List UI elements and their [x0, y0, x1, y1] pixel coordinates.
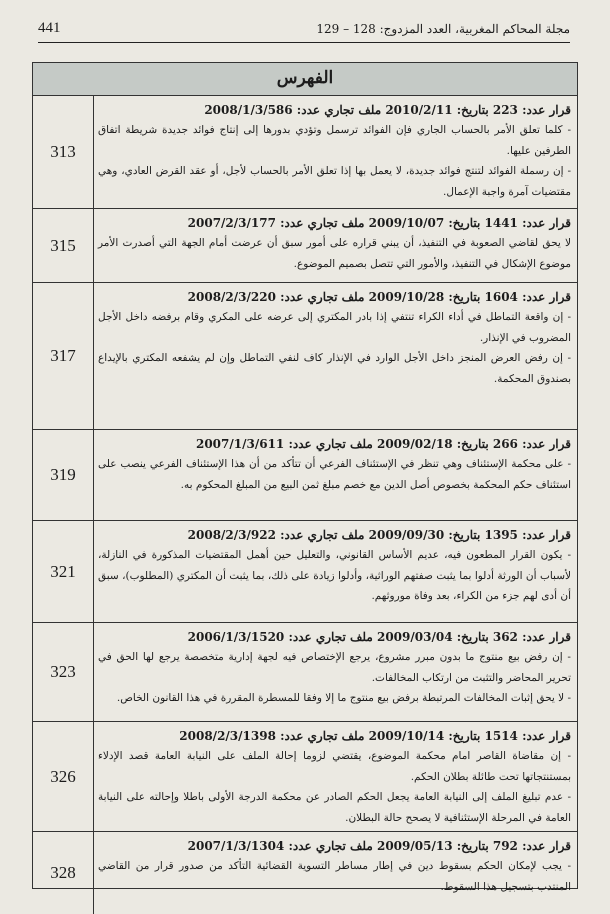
entry-content — [94, 283, 577, 429]
entry-page-number: 321 — [33, 521, 94, 622]
entry-content — [94, 623, 577, 721]
running-head — [38, 20, 570, 43]
index-entry — [33, 521, 577, 623]
decision-reference: 792 بتاريخ: 2009/05/13 ملف تجاري عدد: 2007/1/3/1304 — [187, 839, 518, 853]
decision-label: قرار عدد: — [522, 528, 571, 542]
index-entry — [33, 430, 577, 521]
entry-content — [94, 722, 577, 831]
decision-label: قرار عدد: — [522, 729, 571, 743]
entry-summary: - على محكمة الإستئناف وهي تنظر في الإستئناف الفرعي أن تتأكد من أن هذا الإستئناف الفرعي ينصب على استئناف حكم المحكمة بخصوص أصل الدين مع خصم مبلغ ثمن البيع من المبلغ المحكوم به. — [98, 458, 571, 491]
decision-reference: 266 بتاريخ: 2009/02/18 ملف تجاري عدد: 2007/1/3/611 — [195, 437, 518, 451]
decision-reference: 1514 بتاريخ: 2009/10/14 ملف تجاري عدد: 2008/2/3/1398 — [179, 729, 518, 743]
entry-content — [94, 96, 577, 208]
entry-summary: - عدم تبليغ الملف إلى النيابة العامة يجعل الحكم الصادر عن محكمة الدرجة الأولى باطلا وإحالته على النيابة العامة في المرحلة الإستئنافية لا يصحح حالة البطلان. — [98, 791, 571, 824]
entry-summary: - يجب لإمكان الحكم بسقوط دين في إطار مساطر التسوية القضائية التأكد من صدور قرار من القاضي المنتدب بتسجيل هذا السقوط. — [98, 860, 571, 893]
decision-label: قرار عدد: — [522, 839, 571, 853]
page-number: 441 — [38, 20, 61, 36]
decision-reference: 1395 بتاريخ: 2009/09/30 ملف تجاري عدد: 2008/2/3/922 — [187, 528, 518, 542]
index-entry — [33, 283, 577, 430]
index-heading: الفهرس — [33, 63, 577, 96]
entry-content — [94, 209, 577, 282]
entry-heading — [98, 213, 571, 233]
decision-label: قرار عدد: — [522, 630, 571, 644]
index-entry — [33, 832, 577, 914]
entry-page-number: 326 — [33, 722, 94, 831]
entry-summary: - إن رسملة الفوائد لتنتج فوائد جديدة، لا يعمل بها إذا تعلق الأمر بالحساب لأجل، أو عقد القرض العادي، وهي مقتضيات آمرة واجبة الإعمال. — [98, 165, 571, 198]
decision-reference: 362 بتاريخ: 2009/03/04 ملف تجاري عدد: 2006/1/3/1520 — [187, 630, 518, 644]
entry-heading — [98, 627, 571, 647]
decision-label: قرار عدد: — [522, 437, 571, 451]
entry-page-number: 317 — [33, 283, 94, 429]
index-entry — [33, 209, 577, 283]
entry-heading — [98, 836, 571, 856]
entry-page-number: 319 — [33, 430, 94, 520]
decision-reference: 1604 بتاريخ: 2009/10/28 ملف تجاري عدد: 2008/2/3/220 — [187, 290, 518, 304]
decision-label: قرار عدد: — [522, 216, 571, 230]
entry-heading — [98, 434, 571, 454]
entry-content — [94, 430, 577, 520]
entry-summary: - إن واقعة التماطل في أداء الكراء تنتفي إذا بادر المكتري إلى عرضه على المكري وقام برفضه داخل الأجل المضروب في الإنذار. — [98, 311, 571, 344]
entry-heading — [98, 287, 571, 307]
entry-heading — [98, 726, 571, 746]
entry-page-number: 313 — [33, 96, 94, 208]
entry-summary: - إن رفض العرض المنجز داخل الأجل الوارد في الإنذار كاف لنفي التماطل وإن لم يشفعه المكتري بالإيداع بصندوق المحكمة. — [98, 352, 571, 385]
entry-content — [94, 521, 577, 622]
entry-heading — [98, 525, 571, 545]
index-entry — [33, 722, 577, 832]
index-entry — [33, 96, 577, 209]
decision-reference: 1441 بتاريخ: 2009/10/07 ملف تجاري عدد: 2007/2/3/177 — [187, 216, 518, 230]
decision-reference: 223 بتاريخ: 2010/2/11 ملف تجاري عدد: 2008/1/3/586 — [204, 103, 518, 117]
entry-page-number: 323 — [33, 623, 94, 721]
index-entry — [33, 623, 577, 722]
entry-summary: - إن رفض بيع منتوج ما بدون مبرر مشروع، يرجع الإختصاص فيه لجهة إدارية متخصصة يرجع لها الحق في تحرير المحاضر والتثبت من ارتكاب المخالفات. — [98, 651, 571, 684]
entry-page-number: 315 — [33, 209, 94, 282]
decision-label: قرار عدد: — [522, 290, 571, 304]
entry-heading — [98, 100, 571, 120]
decision-label: قرار عدد: — [522, 103, 571, 117]
entry-summary: - كلما تعلق الأمر بالحساب الجاري فإن الفوائد ترسمل وتؤدي بدورها إلى إنتاج فوائد جديدة شريطة اتفاق الطرفين عليها. — [98, 124, 571, 157]
entry-summary: لا يحق لقاضي الصعوبة في التنفيذ، أن يبني قراره على أمور سبق أن عرضت أمام الجهة التي أصدرت الأمر موضوع الإشكال في التنفيذ، والأمور التي تتصل بصميم الموضوع. — [98, 237, 571, 270]
index-table — [32, 62, 578, 893]
entry-summary: - يكون القرار المطعون فيه، عديم الأساس القانوني، والتعليل حين أهمل المقتضيات المذكورة في النازلة، لأسباب أن الورثة أدلوا بما يثبت صفتهم الوراثية، وأدلوا زيادة على ذلك، بما يثبت أن المكتري (المطلوب)، سبق أن أدى لهم جزء من الكراء، بعد وفاة موروثهم. — [98, 549, 571, 602]
entry-content — [94, 832, 577, 914]
entry-page-number: 328 — [33, 832, 94, 914]
journal-title: مجلة المحاكم المغربية، العدد المزدوج: 128 – 129 — [316, 22, 570, 36]
entry-summary: - لا يحق إثبات المخالفات المرتبطة برفض بيع منتوج ما إلا وفقا للمسطرة المقررة في هذا القانون الخاص. — [116, 692, 571, 704]
entry-summary: - إن مقاضاة القاصر امام محكمة الموضوع، يقتضي لزوما إحالة الملف على النيابة العامة قصد الإدلاء بمستنتجاتها تحت طائلة بطلان الحكم. — [98, 750, 571, 783]
